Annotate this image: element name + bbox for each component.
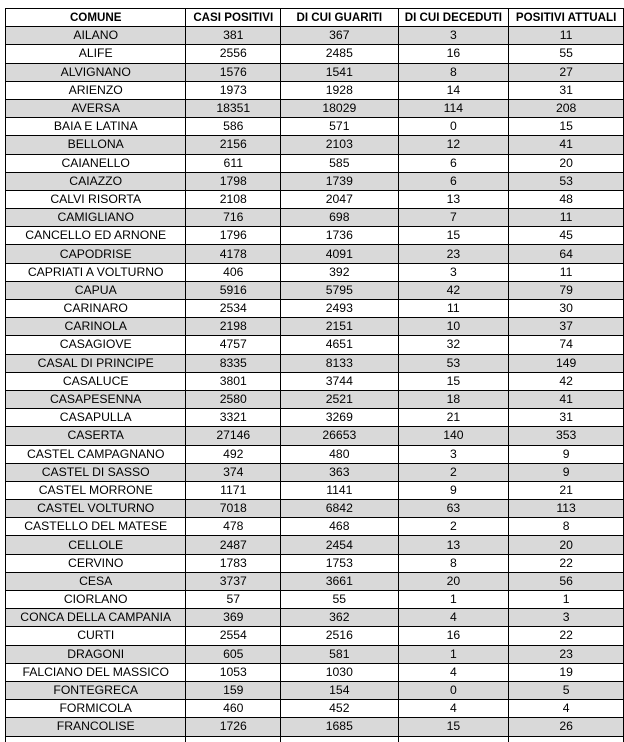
comune-cell[interactable]: CELLOLE [6, 536, 186, 554]
positivi-attuali-cell[interactable]: 11 [509, 209, 624, 227]
positivi-attuali-cell[interactable]: 42 [509, 372, 624, 390]
comune-cell[interactable]: DRAGONI [6, 645, 186, 663]
comune-cell[interactable]: CASTELLO DEL MATESE [6, 518, 186, 536]
casi-positivi-cell[interactable]: 1973 [186, 81, 281, 99]
deceduti-cell[interactable]: 15 [398, 372, 509, 390]
comune-cell[interactable]: CAMIGLIANO [6, 209, 186, 227]
casi-positivi-cell[interactable]: 2198 [186, 318, 281, 336]
casi-positivi-cell[interactable]: 7018 [186, 500, 281, 518]
table-row [6, 209, 624, 227]
positivi-attuali-cell[interactable]: 26 [509, 718, 624, 736]
casi-positivi-cell[interactable]: 374 [186, 463, 281, 481]
casi-positivi-cell[interactable]: 3737 [186, 572, 281, 590]
deceduti-cell[interactable]: 16 [398, 45, 509, 63]
comune-cell[interactable]: CIORLANO [6, 591, 186, 609]
deceduti-cell[interactable]: 21 [398, 409, 509, 427]
header-row [6, 9, 624, 27]
positivi-attuali-cell[interactable]: 15 [509, 118, 624, 136]
casi-positivi-cell[interactable]: 1053 [186, 663, 281, 681]
comune-cell[interactable]: CAPRIATI A VOLTURNO [6, 263, 186, 281]
deceduti-cell[interactable]: 16 [398, 627, 509, 645]
guariti-cell[interactable]: 581 [281, 645, 398, 663]
guariti-cell[interactable]: 18029 [281, 99, 398, 117]
table-row [6, 354, 624, 372]
casi-positivi-cell[interactable]: 2534 [186, 300, 281, 318]
comune-cell[interactable]: CALVI RISORTA [6, 190, 186, 208]
table-row [6, 736, 624, 742]
guariti-cell[interactable]: 55 [281, 591, 398, 609]
casi-positivi-cell[interactable]: 1171 [186, 481, 281, 499]
table-row [6, 500, 624, 518]
casi-positivi-cell[interactable]: 492 [186, 445, 281, 463]
deceduti-cell[interactable]: 8 [398, 63, 509, 81]
table-row [6, 390, 624, 408]
guariti-cell[interactable]: 2103 [281, 136, 398, 154]
table-row [6, 481, 624, 499]
guariti-cell[interactable]: 1685 [281, 718, 398, 736]
comune-cell[interactable]: CARINOLA [6, 318, 186, 336]
comune-cell[interactable]: CASTEL VOLTURNO [6, 500, 186, 518]
deceduti-cell[interactable]: 3 [398, 27, 509, 45]
guariti-cell[interactable]: 3269 [281, 409, 398, 427]
positivi-attuali-cell[interactable]: 30 [509, 300, 624, 318]
positivi-attuali-cell[interactable]: 64 [509, 245, 624, 263]
guariti-cell[interactable]: 5795 [281, 281, 398, 299]
casi-positivi-cell[interactable]: 1798 [186, 172, 281, 190]
comune-cell[interactable]: CAPUA [6, 281, 186, 299]
casi-positivi-cell[interactable]: 605 [186, 645, 281, 663]
comune-cell[interactable]: CESA [6, 572, 186, 590]
header-di-cui-deceduti[interactable]: DI CUI DECEDUTI [398, 9, 509, 27]
comune-cell[interactable]: CASTEL DI SASSO [6, 463, 186, 481]
comune-cell[interactable]: FALCIANO DEL MASSICO [6, 663, 186, 681]
comune-cell[interactable]: ALIFE [6, 45, 186, 63]
table-row [6, 154, 624, 172]
table-row [6, 663, 624, 681]
positivi-attuali-cell[interactable]: 9 [509, 463, 624, 481]
table-row [6, 172, 624, 190]
positivi-attuali-cell[interactable]: 5 [509, 681, 624, 699]
table-row [6, 81, 624, 99]
positivi-attuali-cell[interactable]: 55 [509, 45, 624, 63]
casi-positivi-cell[interactable]: 8335 [186, 354, 281, 372]
deceduti-cell[interactable]: 53 [398, 354, 509, 372]
comune-cell[interactable]: AVERSA [6, 99, 186, 117]
comune-cell[interactable]: CANCELLO ED ARNONE [6, 227, 186, 245]
comune-cell[interactable]: CAPODRISE [6, 245, 186, 263]
comune-cell[interactable]: ALVIGNANO [6, 63, 186, 81]
positivi-attuali-cell[interactable]: 8 [509, 518, 624, 536]
positivi-attuali-cell[interactable]: 149 [509, 354, 624, 372]
positivi-attuali-cell[interactable]: 19 [509, 663, 624, 681]
positivi-attuali-cell[interactable]: 79 [509, 281, 624, 299]
deceduti-cell[interactable]: 6 [398, 172, 509, 190]
positivi-attuali-cell[interactable]: 21 [509, 481, 624, 499]
casi-positivi-cell[interactable]: 460 [186, 700, 281, 718]
guariti-cell[interactable]: 4091 [281, 245, 398, 263]
casi-positivi-cell[interactable]: 1576 [186, 63, 281, 81]
positivi-attuali-cell[interactable]: 1 [509, 591, 624, 609]
positivi-attuali-cell[interactable]: 48 [509, 190, 624, 208]
guariti-cell[interactable]: 480 [281, 445, 398, 463]
positivi-attuali-cell[interactable]: 3 [509, 609, 624, 627]
table-row [6, 27, 624, 45]
comune-cell[interactable]: BELLONA [6, 136, 186, 154]
deceduti-cell[interactable]: 13 [398, 536, 509, 554]
table-row [6, 372, 624, 390]
positivi-attuali-cell[interactable]: 23 [509, 645, 624, 663]
guariti-cell[interactable]: 698 [281, 209, 398, 227]
casi-positivi-cell[interactable]: 1796 [186, 227, 281, 245]
table-row [6, 427, 624, 445]
deceduti-cell[interactable]: 7 [398, 209, 509, 227]
guariti-cell[interactable]: 392 [281, 263, 398, 281]
table-row [6, 227, 624, 245]
deceduti-cell[interactable]: 0 [398, 118, 509, 136]
casi-positivi-cell[interactable]: 2156 [186, 136, 281, 154]
casi-positivi-cell[interactable]: 611 [186, 154, 281, 172]
positivi-attuali-cell[interactable]: 20 [509, 154, 624, 172]
table-row [6, 263, 624, 281]
positivi-attuali-cell[interactable]: 31 [509, 409, 624, 427]
guariti-cell[interactable]: 154 [281, 681, 398, 699]
casi-positivi-cell[interactable]: 478 [186, 518, 281, 536]
deceduti-cell[interactable]: 2 [398, 518, 509, 536]
table-row [6, 445, 624, 463]
guariti-cell[interactable]: 1753 [281, 554, 398, 572]
header-casi-positivi[interactable]: CASI POSITIVI [186, 9, 281, 27]
table-row [6, 681, 624, 699]
guariti-cell[interactable]: 2493 [281, 300, 398, 318]
deceduti-cell[interactable]: 4 [398, 700, 509, 718]
guariti-cell[interactable]: 1736 [281, 227, 398, 245]
comune-cell[interactable]: FORMICOLA [6, 700, 186, 718]
guariti-cell[interactable]: 1928 [281, 81, 398, 99]
positivi-attuali-cell[interactable]: 41 [509, 390, 624, 408]
casi-positivi-cell[interactable]: 2487 [186, 536, 281, 554]
casi-positivi-cell[interactable]: 369 [186, 609, 281, 627]
positivi-attuali-cell[interactable]: 27 [509, 63, 624, 81]
casi-positivi-cell[interactable] [186, 736, 281, 742]
deceduti-cell[interactable]: 4 [398, 663, 509, 681]
positivi-attuali-cell[interactable]: 11 [509, 263, 624, 281]
deceduti-cell[interactable]: 13 [398, 190, 509, 208]
table-row [6, 118, 624, 136]
comune-cell[interactable]: CASAPULLA [6, 409, 186, 427]
guariti-cell[interactable]: 585 [281, 154, 398, 172]
deceduti-cell[interactable]: 0 [398, 681, 509, 699]
comune-cell[interactable]: CONCA DELLA CAMPANIA [6, 609, 186, 627]
positivi-attuali-cell[interactable]: 53 [509, 172, 624, 190]
casi-positivi-cell[interactable]: 18351 [186, 99, 281, 117]
guariti-cell[interactable] [281, 736, 398, 742]
positivi-attuali-cell[interactable]: 208 [509, 99, 624, 117]
table-row [6, 318, 624, 336]
header-di-cui-guariti[interactable]: DI CUI GUARITI [281, 9, 398, 27]
comune-cell[interactable]: FONTEGRECA [6, 681, 186, 699]
guariti-cell[interactable]: 1541 [281, 63, 398, 81]
casi-positivi-cell[interactable]: 3321 [186, 409, 281, 427]
guariti-cell[interactable]: 2516 [281, 627, 398, 645]
table-row [6, 190, 624, 208]
deceduti-cell[interactable]: 15 [398, 718, 509, 736]
deceduti-cell[interactable]: 114 [398, 99, 509, 117]
comune-cell[interactable]: CASTEL CAMPAGNANO [6, 445, 186, 463]
deceduti-cell[interactable]: 42 [398, 281, 509, 299]
comune-cell[interactable]: CASAGIOVE [6, 336, 186, 354]
comune-cell[interactable]: CAIAZZO [6, 172, 186, 190]
table-row [6, 99, 624, 117]
casi-positivi-cell[interactable]: 1783 [186, 554, 281, 572]
table-row [6, 554, 624, 572]
positivi-attuali-cell[interactable]: 9 [509, 445, 624, 463]
deceduti-cell[interactable]: 140 [398, 427, 509, 445]
deceduti-cell[interactable]: 12 [398, 136, 509, 154]
positivi-attuali-cell[interactable]: 20 [509, 536, 624, 554]
casi-positivi-cell[interactable]: 2580 [186, 390, 281, 408]
positivi-attuali-cell[interactable]: 113 [509, 500, 624, 518]
deceduti-cell[interactable]: 23 [398, 245, 509, 263]
comune-cell[interactable]: CURTI [6, 627, 186, 645]
positivi-attuali-cell[interactable]: 45 [509, 227, 624, 245]
table-row [6, 609, 624, 627]
casi-positivi-cell[interactable]: 5916 [186, 281, 281, 299]
table-row [6, 409, 624, 427]
deceduti-cell[interactable]: 6 [398, 154, 509, 172]
table-row [6, 245, 624, 263]
casi-positivi-cell[interactable]: 57 [186, 591, 281, 609]
table-row [6, 281, 624, 299]
positivi-attuali-cell[interactable]: 22 [509, 627, 624, 645]
positivi-attuali-cell[interactable]: 31 [509, 81, 624, 99]
table-row [6, 645, 624, 663]
deceduti-cell[interactable]: 3 [398, 445, 509, 463]
deceduti-cell[interactable]: 32 [398, 336, 509, 354]
positivi-attuali-cell[interactable]: 37 [509, 318, 624, 336]
table-row [6, 336, 624, 354]
deceduti-cell[interactable]: 63 [398, 500, 509, 518]
comune-cell[interactable]: CASERTA [6, 427, 186, 445]
guariti-cell[interactable]: 1141 [281, 481, 398, 499]
deceduti-cell[interactable]: 10 [398, 318, 509, 336]
header-positivi-attuali[interactable]: POSITIVI ATTUALI [509, 9, 624, 27]
guariti-cell[interactable]: 363 [281, 463, 398, 481]
deceduti-cell[interactable]: 8 [398, 554, 509, 572]
positivi-attuali-cell[interactable] [509, 736, 624, 742]
header-comune[interactable]: COMUNE [6, 9, 186, 27]
table-row [6, 300, 624, 318]
comune-cell[interactable]: CERVINO [6, 554, 186, 572]
guariti-cell[interactable]: 468 [281, 518, 398, 536]
casi-positivi-cell[interactable]: 2556 [186, 45, 281, 63]
deceduti-cell[interactable]: 3 [398, 263, 509, 281]
guariti-cell[interactable]: 2047 [281, 190, 398, 208]
casi-positivi-cell[interactable]: 586 [186, 118, 281, 136]
casi-positivi-cell[interactable]: 27146 [186, 427, 281, 445]
table-row [6, 627, 624, 645]
positivi-attuali-cell[interactable]: 11 [509, 27, 624, 45]
guariti-cell[interactable]: 2454 [281, 536, 398, 554]
guariti-cell[interactable]: 2485 [281, 45, 398, 63]
guariti-cell[interactable]: 452 [281, 700, 398, 718]
casi-positivi-cell[interactable]: 716 [186, 209, 281, 227]
guariti-cell[interactable]: 362 [281, 609, 398, 627]
casi-positivi-cell[interactable]: 1726 [186, 718, 281, 736]
deceduti-cell[interactable]: 1 [398, 591, 509, 609]
comune-cell[interactable]: CASTEL MORRONE [6, 481, 186, 499]
deceduti-cell[interactable]: 2 [398, 463, 509, 481]
positivi-attuali-cell[interactable]: 56 [509, 572, 624, 590]
table-row [6, 700, 624, 718]
deceduti-cell[interactable]: 18 [398, 390, 509, 408]
casi-positivi-cell[interactable]: 4178 [186, 245, 281, 263]
positivi-attuali-cell[interactable]: 41 [509, 136, 624, 154]
deceduti-cell[interactable]: 9 [398, 481, 509, 499]
table-row [6, 536, 624, 554]
comune-cell[interactable] [6, 736, 186, 742]
guariti-cell[interactable]: 8133 [281, 354, 398, 372]
deceduti-cell[interactable]: 1 [398, 645, 509, 663]
casi-positivi-cell[interactable]: 3801 [186, 372, 281, 390]
guariti-cell[interactable]: 26653 [281, 427, 398, 445]
table-row [6, 463, 624, 481]
deceduti-cell[interactable]: 20 [398, 572, 509, 590]
guariti-cell[interactable]: 571 [281, 118, 398, 136]
comune-cell[interactable]: BAIA E LATINA [6, 118, 186, 136]
comune-cell[interactable]: FRANCOLISE [6, 718, 186, 736]
positivi-attuali-cell[interactable]: 353 [509, 427, 624, 445]
guariti-cell[interactable]: 3661 [281, 572, 398, 590]
guariti-cell[interactable]: 2151 [281, 318, 398, 336]
comune-cell[interactable]: CASAPESENNA [6, 390, 186, 408]
guariti-cell[interactable]: 6842 [281, 500, 398, 518]
deceduti-cell[interactable]: 14 [398, 81, 509, 99]
deceduti-cell[interactable]: 15 [398, 227, 509, 245]
comune-cell[interactable]: CASAL DI PRINCIPE [6, 354, 186, 372]
covid-cases-table [5, 8, 624, 742]
table-row [6, 718, 624, 736]
guariti-cell[interactable]: 3744 [281, 372, 398, 390]
table-row [6, 591, 624, 609]
table-row [6, 518, 624, 536]
deceduti-cell[interactable]: 11 [398, 300, 509, 318]
casi-positivi-cell[interactable]: 2108 [186, 190, 281, 208]
comune-cell[interactable]: ARIENZO [6, 81, 186, 99]
positivi-attuali-cell[interactable]: 74 [509, 336, 624, 354]
deceduti-cell[interactable] [398, 736, 509, 742]
table-row [6, 63, 624, 81]
comune-cell[interactable]: AILANO [6, 27, 186, 45]
guariti-cell[interactable]: 1739 [281, 172, 398, 190]
positivi-attuali-cell[interactable]: 22 [509, 554, 624, 572]
casi-positivi-cell[interactable]: 4757 [186, 336, 281, 354]
table-body [6, 27, 624, 742]
table-row [6, 136, 624, 154]
positivi-attuali-cell[interactable]: 4 [509, 700, 624, 718]
table-row [6, 45, 624, 63]
guariti-cell[interactable]: 4651 [281, 336, 398, 354]
comune-cell[interactable]: CARINARO [6, 300, 186, 318]
deceduti-cell[interactable]: 4 [398, 609, 509, 627]
guariti-cell[interactable]: 1030 [281, 663, 398, 681]
guariti-cell[interactable]: 367 [281, 27, 398, 45]
casi-positivi-cell[interactable]: 381 [186, 27, 281, 45]
casi-positivi-cell[interactable]: 406 [186, 263, 281, 281]
table-row [6, 572, 624, 590]
casi-positivi-cell[interactable]: 159 [186, 681, 281, 699]
guariti-cell[interactable]: 2521 [281, 390, 398, 408]
comune-cell[interactable]: CASALUCE [6, 372, 186, 390]
comune-cell[interactable]: CAIANELLO [6, 154, 186, 172]
casi-positivi-cell[interactable]: 2554 [186, 627, 281, 645]
